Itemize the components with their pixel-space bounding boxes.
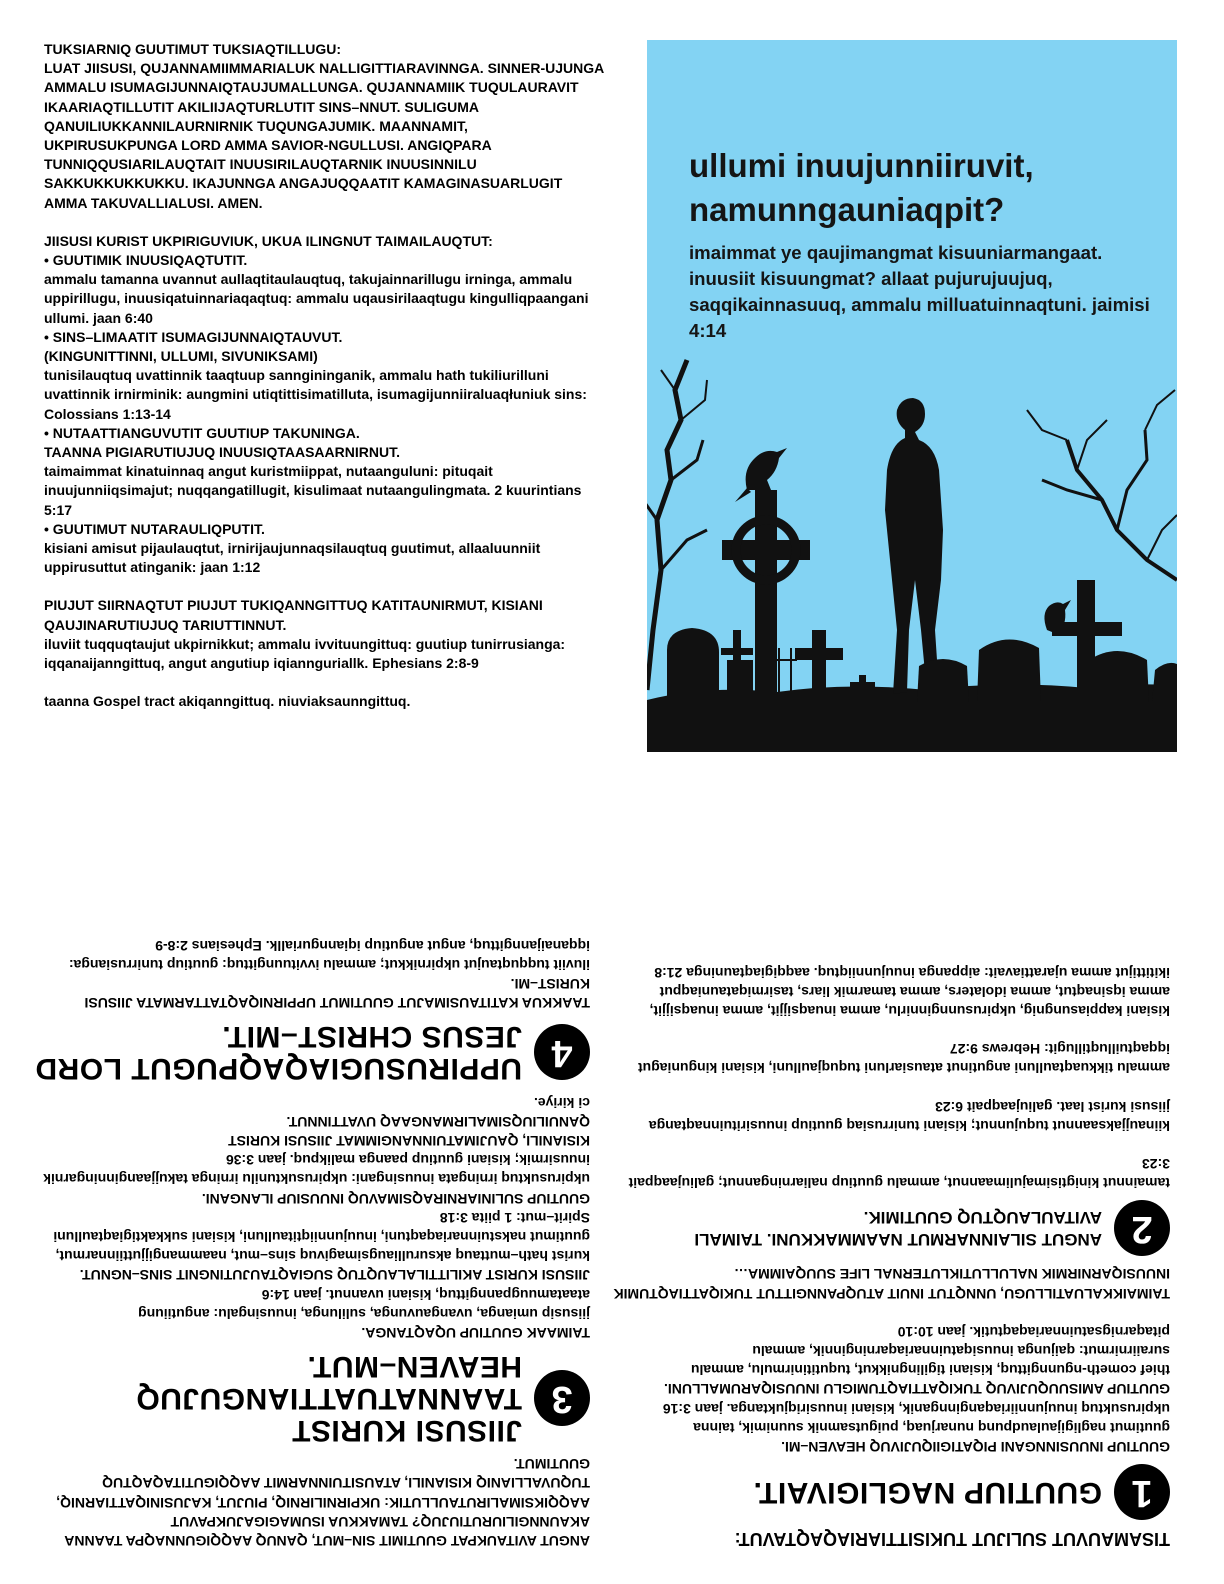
section-2-header (610, 1200, 1170, 1256)
section-2-body-4: kisiani kappiasungnig, ukpirusunnginnirlu, amma inuaqsijjit, amma inuaqsijjit, amma iqsinaqtut, amma idolaters, amma tamarmik liars, tasirmiqatauniaqput ikitittijut amma ujarattiavait: aippanga inuujunniiqtuq. aaqqigiaqtauninga 21:8 (649, 964, 1170, 1019)
intro-heading: TISAMAUVUT SULIJUT TUKISITTIARIAQAQTAVUT: (734, 1529, 1170, 1549)
cover-verse: imaimmat ye qaujimangmat kisuuniarmangaat. inuusiit kisuungmat? allaat pujurujuujuq, saqqikainnasuuq, ammalu milluatuinnaqtuni. jaimisi 4:14 (689, 242, 1150, 341)
cover-title: ullumi inuujunniiruvit, namunngauniaqpit? (689, 147, 1034, 228)
section-4-title: UPPIRUSUGIAQAQPUGUT LORD JESUS CHRIST–MIT. (34, 1020, 522, 1086)
section-4-number: 4 (534, 1024, 590, 1080)
bullet-1-heading: • GUUTIMIK INUUSIQAQTUTIT. (44, 252, 248, 269)
section-1-number: 1 (1114, 1464, 1170, 1520)
section-4-header (30, 1020, 590, 1084)
section-3-body: jiisusip umianga, uvangauvunga, sulilunga, inuusingalu: angutiiung ataatamuugpanngittuq, kisiani uvannut. jaan 14:6 (138, 1286, 590, 1322)
section-2-number: 2 (1114, 1200, 1170, 1256)
section-1-subheading: GUUTIUP INUUSINNGANI PIQATIGIIQUJIVUQ HEAVEN–MI. (781, 1439, 1170, 1455)
bullet-1-body: ammalu tamanna uvannut aullaqtitaulauqtuq, takujainnarillugu irninga, ammalu uppirillugu, inuusiqatuinnariaqaqtuq: ammalu uqausirilaaqtugu kingulliqpaangani ullumi. jaan 6:40 (44, 271, 589, 326)
section-1-body: guutimut nagligijaulaudpunq nunarjuaq, puigutsamnik suunimik, tainna ukpirusuktuq inuujunniiriaqanginnganik, kisiani inuusiriqjuktanga. jaan 3:16 (662, 1400, 1170, 1436)
section-3-body-4: ci kiriye. (533, 1094, 590, 1111)
bullet-3-subheading: TAANNA PIGIARUTIUJUQ INUUSIQTAASAARNIRNUT. (44, 444, 400, 461)
section-3-subheading: TAIMAAK GUUTIUP UQAQTANGA. (361, 1324, 590, 1341)
promise-heading: JIISUSI KURIST UKPIRIGUVIUK, UKUA ILINGNUT TAIMAILAUQTUT: (44, 232, 493, 249)
graveyard-silhouette (647, 330, 1177, 752)
section-4-body: iluviit tuqquqtaujut ukpirnikkut; ammalu ivvituungittuq: guutiup tunirrusianga: iqqanaijanngittuq, angut angutiup iqiannguriallk. Ephesians 2:8-9 (68, 937, 590, 973)
section-3-header (30, 1350, 590, 1446)
grace-heading: PIUJUT SIIRNAQTUT PIUJUT TUKIQANNGITTUQ KATITAUNIRMUT, KISIANI QAUJINARUTIUJUQ TARIUTTINNUT. (44, 597, 543, 633)
sections-1-2-panel (610, 790, 1170, 1550)
section-3-body-3: ukpirusuktuq irningata inuusingani: ukpirusuktunilu irninga takujjaanginningarnik inuusirmik; kisiani guutiup paanga malikpuq. jaan 3:36 (43, 1152, 590, 1188)
grace-body: iluviit tuqquqtaujut ukpirnikkut; ammalu ivvituungittuq: guutiup tunirrusianga: iqqanaijanngittuq, angut angutiup iqiannguriallk. Ephesians 2:8-9 (44, 635, 566, 672)
bullet-3-body: taimaimmat kinatuinnaq angut kuristmiippat, nutaanguluni: pituqait inuujunniiqsimajut; nuqqangatillugit, kisulimaat nutaangulingmata. 2 kuurintians 5:17 (44, 463, 582, 518)
section-2-body-2: kiinaujjaksaannut tuqujunnut; kisiani tunirrusiaq guutiup inuusirituinnaqtanga jiisusi kurist laat. galiujaaqpait 6:23 (648, 1098, 1170, 1134)
section-1-header (610, 1464, 1170, 1520)
section-1-title: GUUTIUP NAGLIGIVAIT. (753, 1476, 1102, 1509)
section-3-subheading-2: JIISUSI KURIST AKILITTILALAUQTUQ SUGIAQTAUJUTINGNIT SINS–NGNUT. (79, 1267, 590, 1284)
section-3-number: 3 (534, 1370, 590, 1426)
section-3-subheading-4: KISIANILI, QAUJIMATUINNANGIMMAT JIISUSI KURIST QANUILIUQSIMALIRMANGAAQ UVATTINNUT. (228, 1113, 590, 1149)
section-1-body-2: thief cometh-ngunngittuq, kisiani tigilingnikkut, tuqutitinirmulu, ammalu suraiirnirmut: qaijunga inuusiqatuinnariaqarninginnik, ammalu pitaqarnigsatuinnariaqaqtutik. jaan 10:10 (690, 1323, 1170, 1379)
section-3-body-2: kurist hath–muttauq aksurulliaugsimagivuq sins–mut, naammangijjuttiinnarmut, guutimut nakstuinnariaqaqtuni, inuujunniiqtitaulluni, kisiani sukkaktigiaqtaulluni Spirit–mut: 1 piita 3:18 (53, 1209, 590, 1265)
section-3-subheading-3: GUUTIUP SULINIARNIRAQSIMAVUQ INUUSIUP ILANGANI. (201, 1190, 590, 1207)
prayer-heading: TUKSIARNIQ GUUTIMUT TUKSIAQTILLUGU: (44, 41, 342, 57)
bullet-4-heading: • GUUTIMUT NUTARAULIQPUTIT. (44, 520, 265, 537)
cover-panel (647, 40, 1177, 752)
bullet-4-body: kisiani amisut pijaulauqtut, irnirijaujunnaqsilauqtuq guutimut, allaaluunniit uppirusuttut atinganik: jaan 1:12 (44, 540, 541, 576)
intro-paragraph: ANGUT AVITAUKPAT GUUTIMIT SIN–MUT, QANUQ AAQQIGUNNAQPA TAANNA AKAUNNGILIURUTIUJUQ? TAMAKKUA ISUMAGIGAJUKPAVUT AAQQIKSIMALIRUTAULLUTIK: UKPIRNILIRNIQ, PIUJUT, KAJUSINIQATTIARNIQ, TUQUVALLIANIQ KISIANILI, ATAUSITUINNARMIT AAQQIGUTITAQAQTUQ GUUTIMUT. (56, 1456, 590, 1549)
bullet-3-heading: • NUTAATTIANGUVUTIT GUUTIUP TAKUNINGA. (44, 424, 360, 441)
sections-3-4-panel (30, 790, 590, 1550)
bullet-2-body: tunisilauqtuq uvattinnik taaqtuup sanngininganik, ammalu hath tukiliurilluni uvattinnik irnirminik: aungmini utiqtittisimatilluta, isumagijunniiraluaqłuniuk sins: Colossians 1:13-14 (44, 367, 587, 422)
section-4-subheading: TAAKKUA KATITAUSIMAJUT GUUTIMUT UPPIRNIQAQTATTARMATA JIISUSI KURIST–MI. (84, 976, 590, 1012)
section-2-body: tamainnut kinigtisimajulimaannut, ammalu guutiup naliarningannut; galiujaaqpait 3:23 (628, 1155, 1170, 1192)
bullet-2-subheading: (KINGUNITTINNI, ULLUMI, SIVUNIKSAMI) (44, 348, 318, 365)
section-3-title: JIISUSI KURIST TAANNATUATTIANGUJUQ HEAVEN–MUT. (135, 1349, 522, 1447)
bullet-2-heading: • SINS–LIMAATIT ISUMAGIJUNNAIQTAUVUT. (44, 328, 343, 345)
prayer-body: LUAT JIISUSI, QUJANNAMIIMMARIALUK NALLIGITTIARAVINNGA. SINNER-UJUNGA AMMALU ISUMAGIJUNNAIQTAUJUMALLUNGA. QUJANNAMIIK TUQULAURAVIT IKAARIAQTILLUTIT AKILIIJAQTURLUTIT SINS–NNUT. SULIGUMA QANUILIUKKANNILAURNIRNIK TUQUNGAJUMIK. MAANNAMIT, UKPIRUSUKPUNGA LORD AMMA SAVIOR-NGULLUSI. ANGIQPARA TUNNIQQUSIARILAUQTAIT INUUSIRILAUQTARNIK INUUSINNILU SAKKUKKUKKUKKU. IKAJUNNGA ANGAJUQQAATIT KAMAGINASUARLUGIT AMMA TAKUVALLIALUSI. AMEN. (44, 60, 604, 211)
section-1-subheading-2: GUUTIUP AMISUUQUJIVUQ TUKIQATTIAQTUMIGLU INUUSIQARUMALLUNI. (663, 1381, 1170, 1398)
tract-footer: taanna Gospel tract akiqanngittuq. niuviaksaunngittuq. (44, 693, 411, 710)
section-1-body-3: TAIMAIKKALUATILLUGU, UNNQTUT INUIT ATUQPANNGITTUT TUKIQATTIAQTUMIK INUUSIQARNIRMIK NALULLUTIKLUTERNAL LIFE SUUQAIMMA… (613, 1266, 1170, 1302)
prayer-panel (44, 40, 604, 712)
section-2-body-3: ammalu tikkuaqtaulluni angutinut atausiarluni tuquqjaulluni, kisiani kinguniagut iqqaqtuilluqtillugit: Hebrews 9:27 (637, 1041, 1170, 1077)
section-2-title: ANGUT SILAINNARMUT NAAMMAKKUNI. TAIMALI AVITAULAUQTUQ GUUTIMIK. (694, 1208, 1102, 1250)
